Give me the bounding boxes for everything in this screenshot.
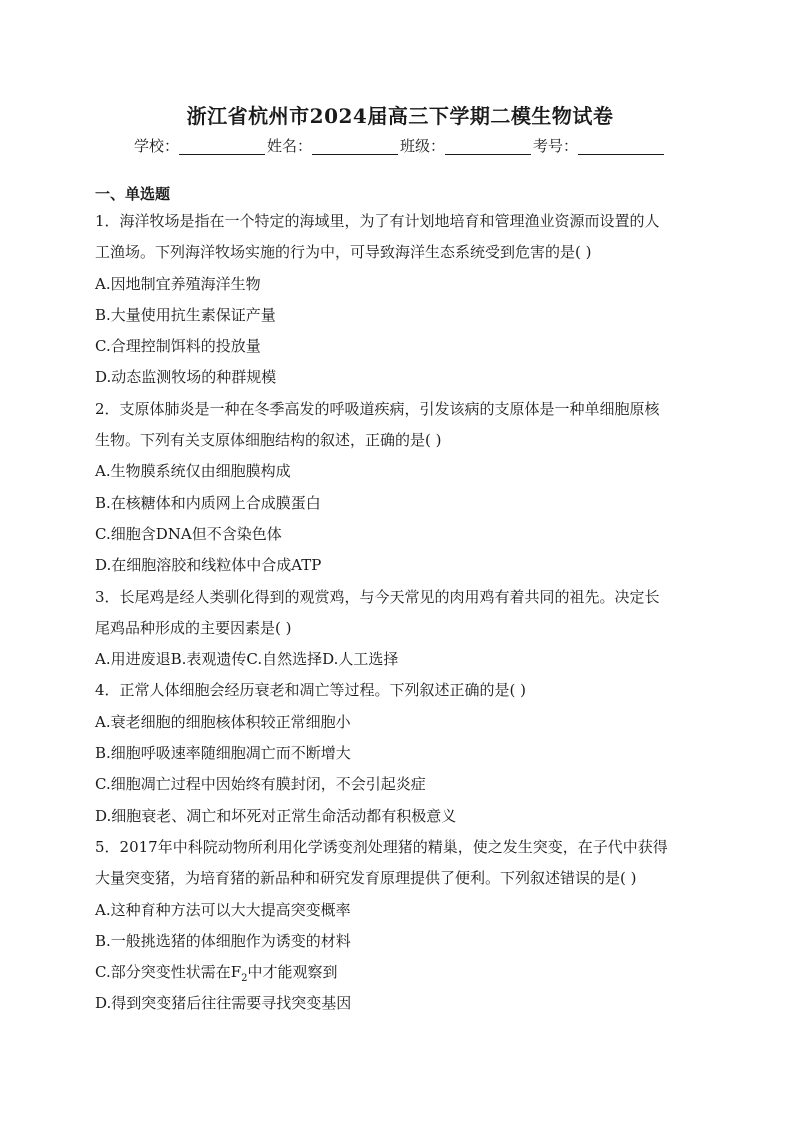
class-label: 班级： <box>400 137 446 155</box>
school-blank[interactable] <box>179 138 265 155</box>
option-c[interactable]: C.细胞凋亡过程中因始终有膜封闭，不会引起炎症 <box>95 775 426 794</box>
school-label: 学校： <box>133 137 179 155</box>
exam-page <box>95 102 705 1020</box>
question-stem-line: 生物。下列有关支原体细胞结构的叙述，正确的是( ) <box>95 431 442 450</box>
question-5 <box>95 832 705 1020</box>
question-stem-line: 1．海洋牧场是指在一个特定的海域里，为了有计划地培育和管理渔业资源而设置的人 <box>95 212 660 230</box>
option-c[interactable] <box>95 957 705 988</box>
option-b[interactable]: B.大量使用抗生素保证产量 <box>95 305 276 324</box>
option-d[interactable]: D.动态监测牧场的种群规模 <box>95 368 277 387</box>
option-b[interactable]: B.一般挑选猪的体细胞作为诱变的材料 <box>95 931 351 950</box>
question-1 <box>95 206 705 394</box>
question-stem-line: 5．2017年中科院动物所利用化学诱变剂处理猪的精巢，使之发生突变，在子代中获得 <box>95 837 668 856</box>
section-heading: 一、单选题 <box>95 185 171 203</box>
question-stem-line: 4．正常人体细胞会经历衰老和凋亡等过程。下列叙述正确的是( ) <box>95 681 527 700</box>
number-field <box>533 132 666 160</box>
option-a[interactable]: A.衰老细胞的细胞核体积较正常细胞小 <box>95 712 351 731</box>
school-field <box>134 132 267 160</box>
option-c[interactable]: C.合理控制饵料的投放量 <box>95 337 261 356</box>
options-inline[interactable]: A.用进废退B.表观遗传C.自然选择D.人工选择 <box>95 650 399 669</box>
question-4 <box>95 675 705 831</box>
option-a[interactable]: A.生物膜系统仅由细胞膜构成 <box>95 462 291 481</box>
option-c[interactable]: C.细胞含DNA但不含染色体 <box>95 524 282 543</box>
class-field <box>400 132 533 160</box>
option-a[interactable]: A.这种育种方法可以大大提高突变概率 <box>95 900 351 919</box>
class-blank[interactable] <box>445 138 531 155</box>
name-blank[interactable] <box>312 138 398 155</box>
number-blank[interactable] <box>578 138 664 155</box>
question-2 <box>95 394 705 582</box>
question-stem-line: 大量突变猪，为培育猪的新品种和研究发育原理提供了便利。下列叙述错误的是( ) <box>95 869 637 888</box>
question-stem-line: 工渔场。下列海洋牧场实施的行为中，可导致海洋生态系统受到危害的是( ) <box>95 243 592 262</box>
question-stem-line: 3．长尾鸡是经人类驯化得到的观赏鸡，与今天常见的肉用鸡有着共同的祖先。决定长 <box>95 587 660 606</box>
student-info-line <box>95 132 705 160</box>
name-label: 姓名： <box>266 137 312 155</box>
option-d[interactable]: D.在细胞溶胶和线粒体中合成ATP <box>95 556 322 575</box>
name-field <box>267 132 400 160</box>
option-d[interactable]: D.细胞衰老、凋亡和坏死对正常生命活动都有积极意义 <box>95 806 457 825</box>
option-b[interactable]: B.在核糖体和内质网上合成膜蛋白 <box>95 493 321 512</box>
option-c-subscript: 2 <box>241 973 248 985</box>
option-b[interactable]: B.细胞呼吸速率随细胞凋亡而不断增大 <box>95 744 351 763</box>
exam-title: 浙江省杭州市2024届高三下学期二模生物试卷 <box>186 104 614 128</box>
option-a[interactable]: A.因地制宜养殖海洋生物 <box>95 274 261 293</box>
option-d[interactable]: D.得到突变猪后往往需要寻找突变基因 <box>95 994 352 1013</box>
number-label: 考号： <box>533 137 579 155</box>
option-c-text: C.部分突变性状需在F <box>95 963 242 982</box>
question-stem-line: 尾鸡品种形成的主要因素是( ) <box>95 618 292 637</box>
question-3 <box>95 582 705 676</box>
option-c-text-end: 中才能观察到 <box>247 963 338 982</box>
question-stem-line: 2．支原体肺炎是一种在冬季高发的呼吸道疾病，引发该病的支原体是一种单细胞原核 <box>95 399 660 418</box>
